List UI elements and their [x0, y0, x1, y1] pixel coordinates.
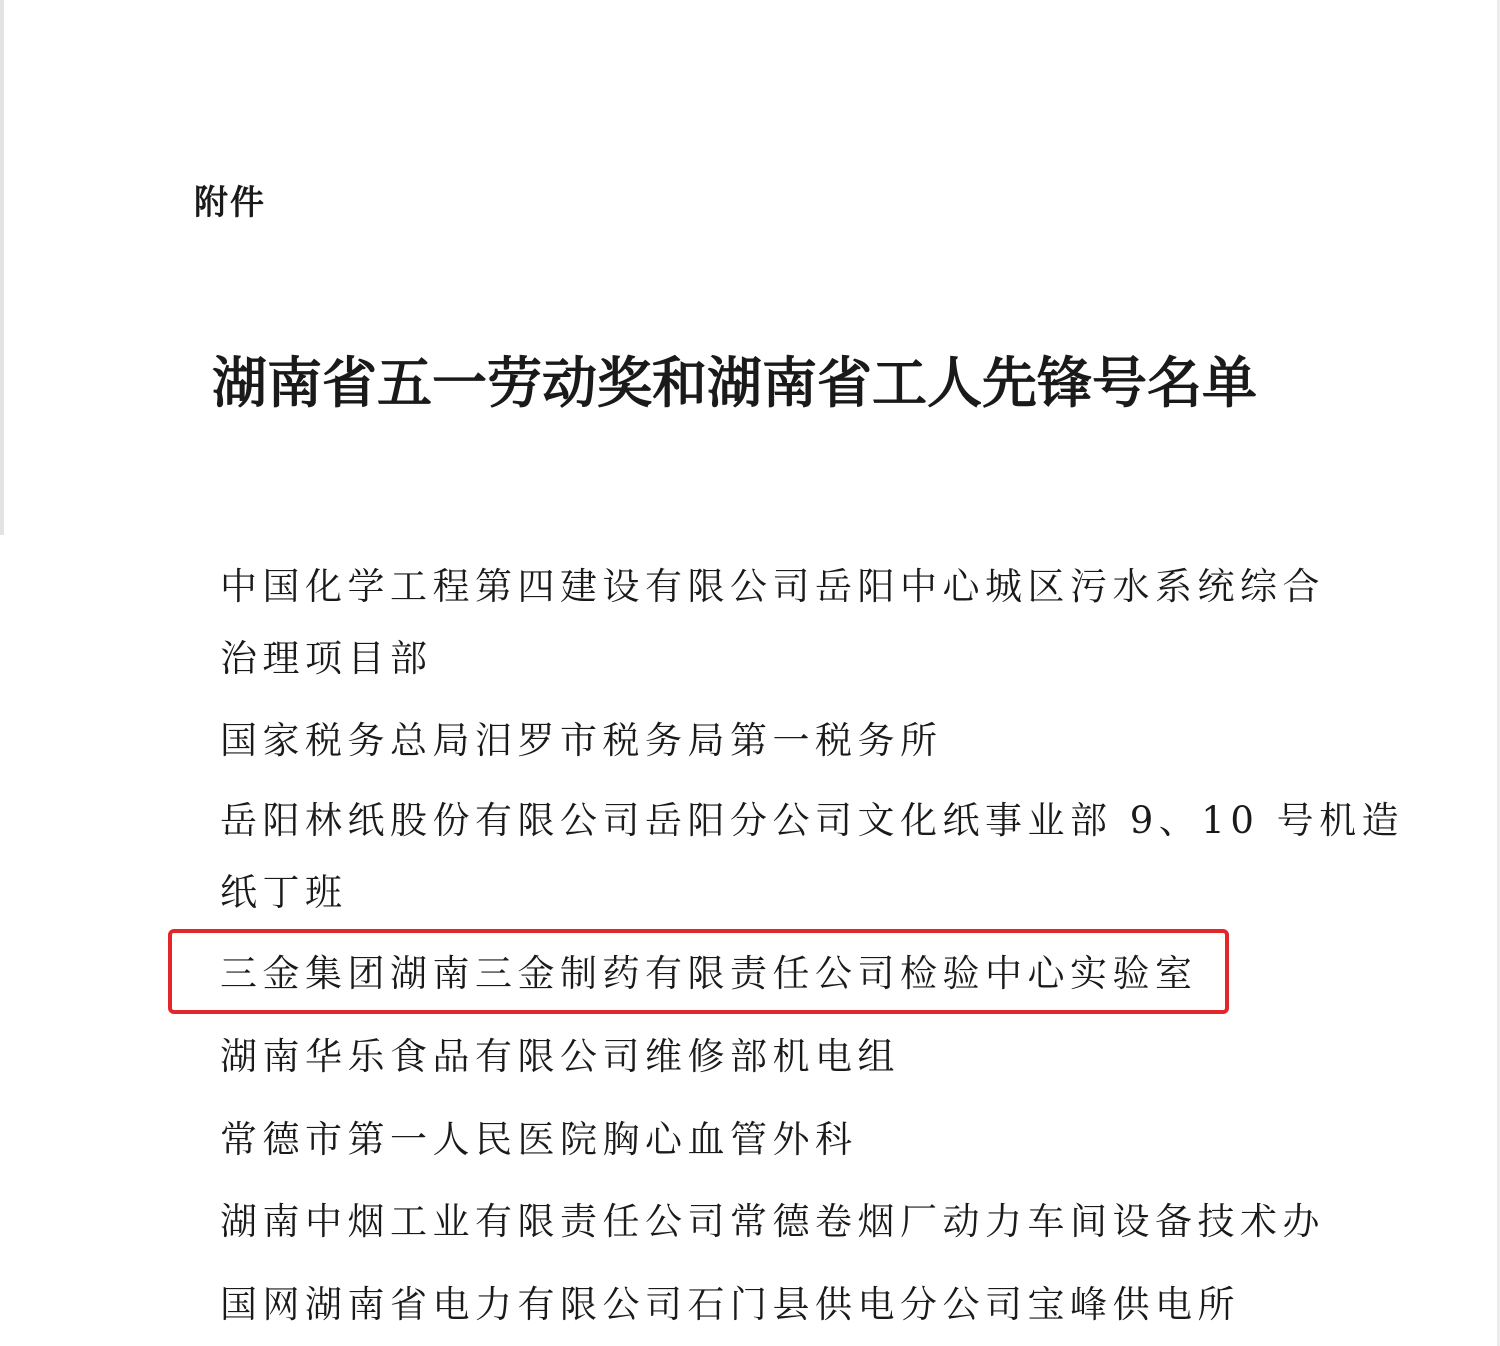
honoree-line-continued: 纸丁班 — [220, 871, 348, 914]
honoree-line: 三金集团湖南三金制药有限责任公司检验中心实验室 — [220, 952, 1198, 995]
honoree-line: 湖南中烟工业有限责任公司常德卷烟厂动力车间设备技术办 — [220, 1200, 1325, 1243]
honoree-line: 国家税务总局汨罗市税务局第一税务所 — [220, 719, 943, 762]
honoree-item — [220, 1035, 900, 1078]
honoree-item — [220, 1200, 1325, 1243]
honoree-item — [220, 1118, 858, 1161]
attachment-label: 附件 — [194, 183, 266, 223]
honoree-line: 湖南华乐食品有限公司维修部机电组 — [220, 1035, 900, 1078]
honoree-item — [220, 1283, 1240, 1326]
document-title: 湖南省五一劳动奖和湖南省工人先锋号名单 — [212, 350, 1258, 415]
honoree-line: 国网湖南省电力有限公司石门县供电分公司宝峰供电所 — [220, 1283, 1240, 1326]
highlight-box — [168, 929, 1229, 1014]
honoree-line-continued: 治理项目部 — [220, 637, 433, 680]
honoree-item — [220, 799, 1405, 914]
honoree-item — [220, 565, 1325, 680]
honoree-line: 岳阳林纸股份有限公司岳阳分公司文化纸事业部 9、10 号机造 — [220, 799, 1405, 842]
page-edge-left — [0, 0, 4, 535]
honoree-line: 常德市第一人民医院胸心血管外科 — [220, 1118, 858, 1161]
honoree-line: 中国化学工程第四建设有限公司岳阳中心城区污水系统综合 — [220, 565, 1325, 608]
honoree-item — [220, 719, 943, 762]
